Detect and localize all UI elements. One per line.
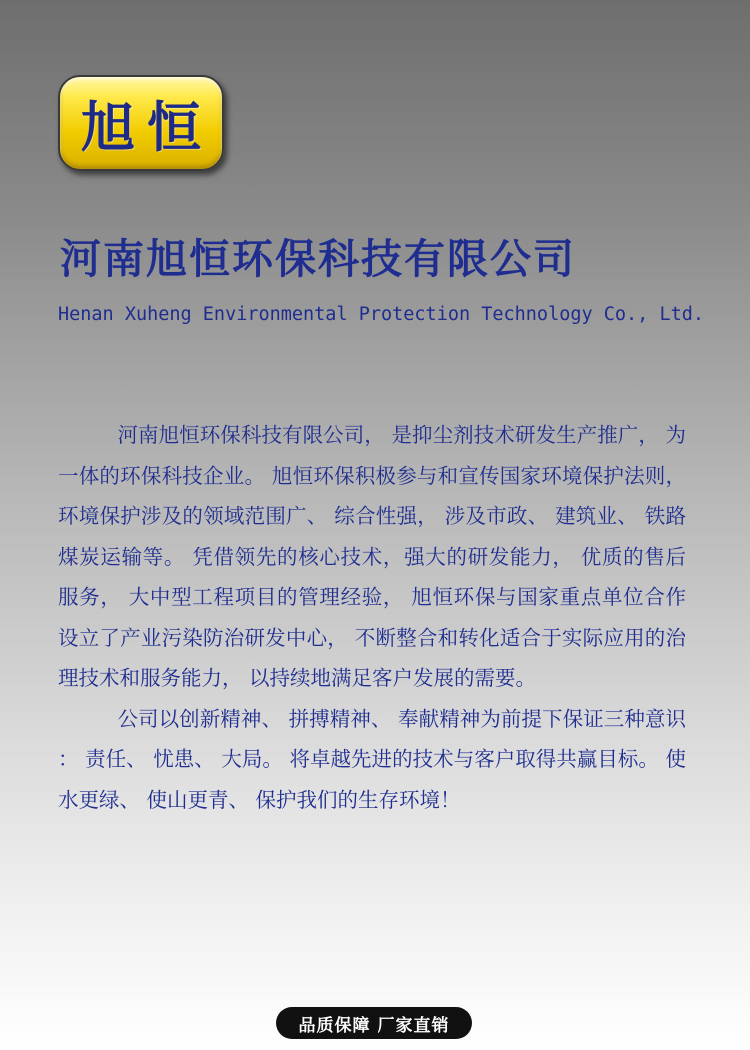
logo-badge [58,75,224,171]
logo-text: 旭恒 [81,95,213,159]
intro-paragraph-1: 河南旭恒环保科技有限公司， 是抑尘剂技术研发生产推广， 为一体的环保科技企业。 旭恒环保积极参与和宣传国家环境保护法则， 环境保护涉及的领域范围广、 综合性强， 涉及市政、 建筑业、 铁路煤炭运输等。 凭借领先的核心技术，强大的研发能力， 优质的售后服务， 大中型工程项目的管理经验， 旭恒环保与国家重点单位合作设立了产业污染防治研发中心， 不断整合和转化适合于实际应用的治理技术和服务能力， 以持续地满足客户发展的需要。 [58,423,686,690]
company-name-en: Henan Xuheng Environmental Protection Technology Co., Ltd. [58,304,705,325]
company-name-cn: 河南旭恒环保科技有限公司 [60,235,576,283]
intro-paragraph-2: 公司以创新精神、 拼搏精神、 奉献精神为前提下保证三种意识 ： 责任、 忧患、 大局。 将卓越先进的技术与客户取得共赢目标。 使水更绿、 使山更青、 保护我们的生存环境！ [58,706,686,812]
footer-slogan-badge: 品质保障 厂家直销 [276,1007,472,1039]
company-introduction [58,415,686,820]
